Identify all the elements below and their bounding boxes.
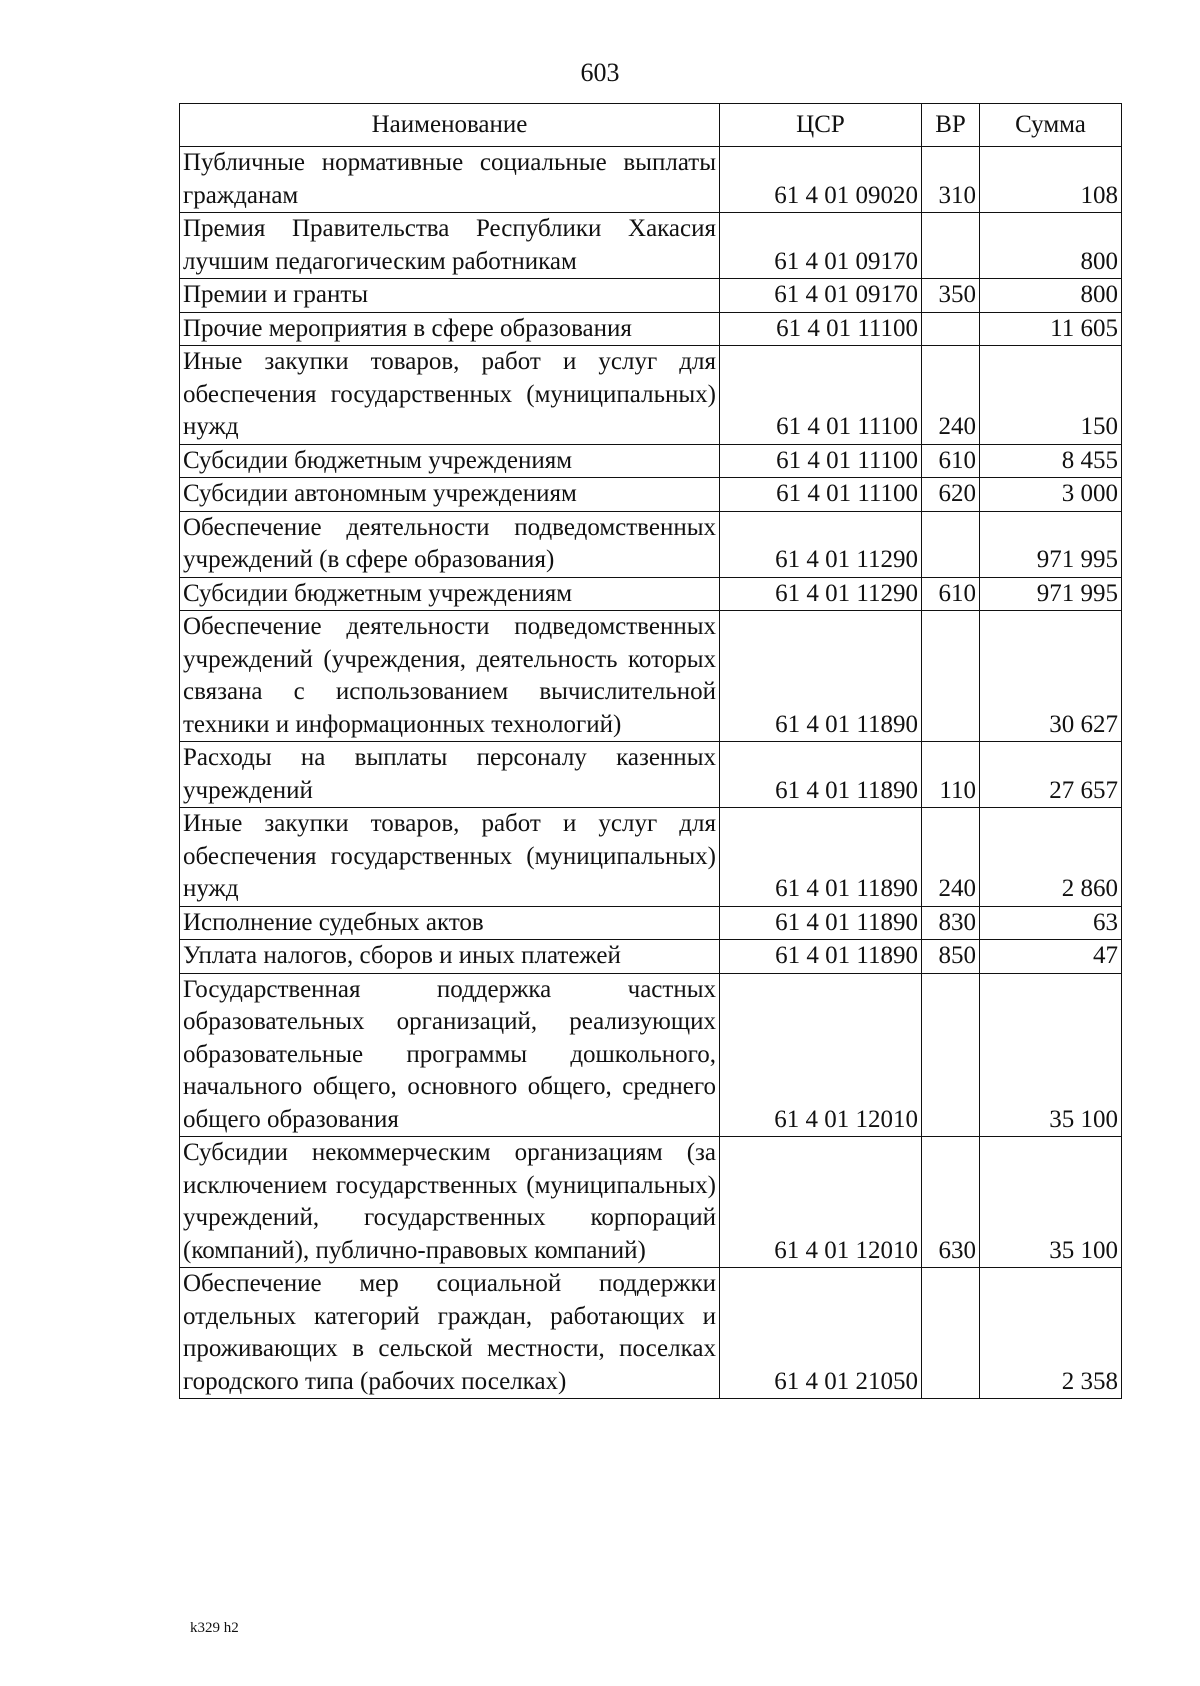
row-vr — [922, 213, 980, 279]
table-row — [180, 312, 1122, 346]
table-row — [180, 973, 1122, 1137]
table-header — [180, 104, 1122, 147]
row-csr: 61 4 01 09020 — [720, 147, 922, 213]
row-csr: 61 4 01 12010 — [720, 1137, 922, 1268]
row-csr: 61 4 01 11890 — [720, 611, 922, 742]
row-name: Государственная поддержка частных образовательных организаций, реализующих образовательные программы дошкольного, начального общего, основного общего, среднего общего образования — [180, 973, 720, 1137]
header-sum: Сумма — [980, 104, 1122, 147]
row-csr: 61 4 01 11100 — [720, 478, 922, 512]
table-row — [180, 213, 1122, 279]
table-row — [180, 940, 1122, 974]
row-vr: 620 — [922, 478, 980, 512]
budget-table — [179, 103, 1122, 1399]
row-vr: 630 — [922, 1137, 980, 1268]
table-row — [180, 147, 1122, 213]
row-sum: 150 — [980, 346, 1122, 445]
table-row — [180, 577, 1122, 611]
row-vr: 610 — [922, 577, 980, 611]
row-vr: 310 — [922, 147, 980, 213]
row-csr: 61 4 01 11290 — [720, 577, 922, 611]
header-row — [180, 104, 1122, 147]
header-csr: ЦСР — [720, 104, 922, 147]
table-row — [180, 1268, 1122, 1399]
row-csr: 61 4 01 11890 — [720, 940, 922, 974]
row-vr: 830 — [922, 906, 980, 940]
row-name: Иные закупки товаров, работ и услуг для обеспечения государственных (муниципальных) нужд — [180, 808, 720, 907]
page-number: 603 — [580, 58, 620, 87]
header-name: Наименование — [180, 104, 720, 147]
row-vr: 110 — [922, 742, 980, 808]
row-csr: 61 4 01 11890 — [720, 742, 922, 808]
row-name: Обеспечение мер социальной поддержки отдельных категорий граждан, работающих и проживающих в сельской местности, поселках городского типа (рабочих поселках) — [180, 1268, 720, 1399]
row-vr: 240 — [922, 808, 980, 907]
row-csr: 61 4 01 11890 — [720, 906, 922, 940]
row-sum: 971 995 — [980, 511, 1122, 577]
table-row — [180, 611, 1122, 742]
row-name: Субсидии автономным учреждениям — [180, 478, 720, 512]
row-sum: 800 — [980, 213, 1122, 279]
row-vr — [922, 973, 980, 1137]
row-csr: 61 4 01 09170 — [720, 213, 922, 279]
row-csr: 61 4 01 11100 — [720, 346, 922, 445]
row-vr: 850 — [922, 940, 980, 974]
row-sum: 3 000 — [980, 478, 1122, 512]
row-sum: 8 455 — [980, 444, 1122, 478]
row-csr: 61 4 01 12010 — [720, 973, 922, 1137]
row-vr: 610 — [922, 444, 980, 478]
row-csr: 61 4 01 09170 — [720, 279, 922, 313]
table-row — [180, 742, 1122, 808]
table-row — [180, 906, 1122, 940]
row-sum: 11 605 — [980, 312, 1122, 346]
table-row — [180, 511, 1122, 577]
row-vr — [922, 312, 980, 346]
row-csr: 61 4 01 11100 — [720, 444, 922, 478]
row-sum: 47 — [980, 940, 1122, 974]
table-body — [180, 147, 1122, 1399]
row-sum: 108 — [980, 147, 1122, 213]
row-csr: 61 4 01 21050 — [720, 1268, 922, 1399]
row-vr: 350 — [922, 279, 980, 313]
row-sum: 30 627 — [980, 611, 1122, 742]
row-name: Прочие мероприятия в сфере образования — [180, 312, 720, 346]
table-row — [180, 478, 1122, 512]
row-name: Уплата налогов, сборов и иных платежей — [180, 940, 720, 974]
header-vr: ВР — [922, 104, 980, 147]
row-sum: 35 100 — [980, 1137, 1122, 1268]
row-name: Иные закупки товаров, работ и услуг для обеспечения государственных (муниципальных) нужд — [180, 346, 720, 445]
row-name: Премия Правительства Республики Хакасия лучшим педагогическим работникам — [180, 213, 720, 279]
row-name: Обеспечение деятельности подведомственных учреждений (в сфере образования) — [180, 511, 720, 577]
row-vr — [922, 611, 980, 742]
table-row — [180, 808, 1122, 907]
table-row — [180, 346, 1122, 445]
row-sum: 2 358 — [980, 1268, 1122, 1399]
row-vr — [922, 511, 980, 577]
row-vr — [922, 1268, 980, 1399]
row-csr: 61 4 01 11290 — [720, 511, 922, 577]
row-sum: 35 100 — [980, 973, 1122, 1137]
row-sum: 800 — [980, 279, 1122, 313]
row-name: Исполнение судебных актов — [180, 906, 720, 940]
row-name: Публичные нормативные социальные выплаты гражданам — [180, 147, 720, 213]
row-sum: 27 657 — [980, 742, 1122, 808]
row-name: Субсидии бюджетным учреждениям — [180, 444, 720, 478]
row-name: Субсидии бюджетным учреждениям — [180, 577, 720, 611]
row-name: Субсидии некоммерческим организациям (за исключением государственных (муниципальных) учреждений, государственных корпораций (компаний), публично-правовых компаний) — [180, 1137, 720, 1268]
row-name: Обеспечение деятельности подведомственных учреждений (учреждения, деятельность которых связана с использованием вычислительной техники и информационных технологий) — [180, 611, 720, 742]
row-sum: 63 — [980, 906, 1122, 940]
row-sum: 2 860 — [980, 808, 1122, 907]
row-sum: 971 995 — [980, 577, 1122, 611]
row-name: Расходы на выплаты персоналу казенных учреждений — [180, 742, 720, 808]
table-row — [180, 1137, 1122, 1268]
row-name: Премии и гранты — [180, 279, 720, 313]
row-csr: 61 4 01 11890 — [720, 808, 922, 907]
row-vr: 240 — [922, 346, 980, 445]
row-csr: 61 4 01 11100 — [720, 312, 922, 346]
table-row — [180, 279, 1122, 313]
footer-code: k329 h2 — [190, 1620, 239, 1636]
table-row — [180, 444, 1122, 478]
